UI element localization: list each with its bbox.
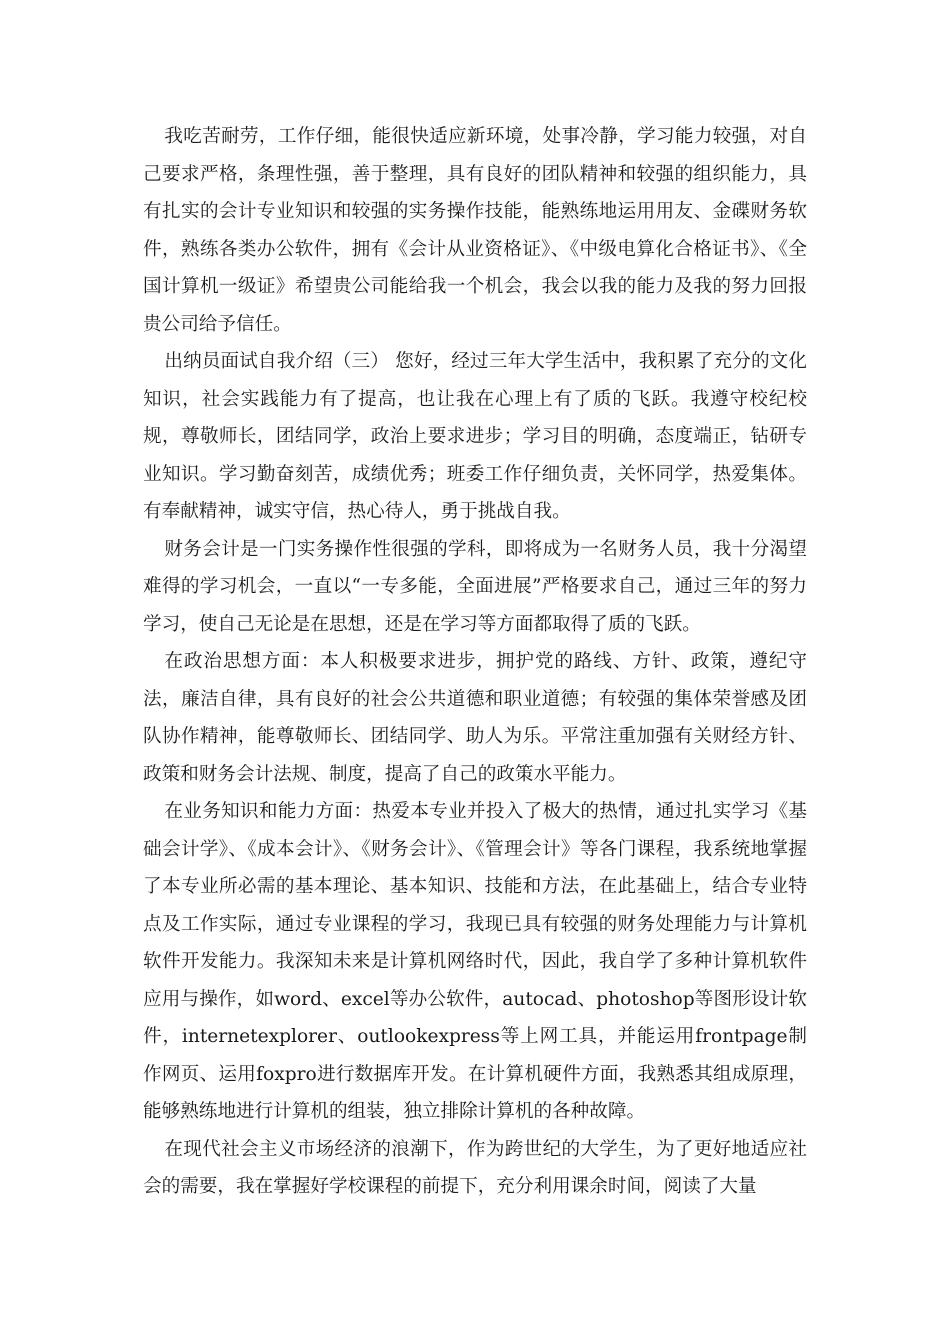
document-body	[143, 118, 807, 1206]
paragraph-5: 在业务知识和能力方面：热爱本专业并投入了极大的热情，通过扎实学习《基础会计学》、《成本会计》、《财务会计》、《管理会计》等各门课程，我系统地掌握了本专业所必需的基本理论、基本知识、技能和方法，在此基础上，结合专业特点及工作实际，通过专业课程的学习，我现已具有较强的财务处理能力与计算机软件开发能力。我深知未来是计算机网络时代，因此，我自学了多种计算机软件应用与操作，如word、excel等办公软件，autocad、photoshop等图形设计软件，internetexplorer、outlookexpress等上网工具，并能运用frontpage制作网页、运用foxpro进行数据库开发。在计算机硬件方面，我熟悉其组成原理，能够熟练地进行计算机的组装，独立排除计算机的各种故障。	[143, 801, 807, 1122]
paragraph-3: 财务会计是一门实务操作性很强的学科，即将成为一名财务人员，我十分渴望难得的学习机会，一直以“一专多能，全面进展”严格要求自己，通过三年的努力学习，使自己无论是在思想，还是在学习等方面都取得了质的飞跃。	[143, 538, 807, 635]
paragraph-2: 出纳员面试自我介绍（三） 您好，经过三年大学生活中，我积累了充分的文化知识，社会实践能力有了提高，也让我在心理上有了质的飞跃。我遵守校纪校规，尊敬师长，团结同学，政治上要求进步；学习目的明确，态度端正，钻研专业知识。学习勤奋刻苦，成绩优秀；班委工作仔细负责，关怀同学，热爱集体。有奉献精神，诚实守信，热心待人，勇于挑战自我。	[143, 351, 807, 522]
paragraph-4: 在政治思想方面：本人积极要求进步，拥护党的路线、方针、政策，遵纪守法，廉洁自律，具有良好的社会公共道德和职业道德；有较强的集体荣誉感及团队协作精神，能尊敬师长、团结同学、助人为乐。平常注重加强有关财经方针、政策和财务会计法规、制度，提高了自己的政策水平能力。	[143, 651, 807, 785]
paragraph-6: 在现代社会主义市场经济的浪潮下，作为跨世纪的大学生，为了更好地适应社会的需要，我在掌握好学校课程的前提下，充分利用课余时间，阅读了大量	[143, 1138, 807, 1197]
paragraph-1: 我吃苦耐劳，工作仔细，能很快适应新环境，处事冷静，学习能力较强，对自己要求严格，条理性强，善于整理，具有良好的团队精神和较强的组织能力，具有扎实的会计专业知识和较强的实务操作技能，能熟练地运用用友、金碟财务软件，熟练各类办公软件，拥有《会计从业资格证》、《中级电算化合格证书》、《全国计算机一级证》希望贵公司能给我一个机会，我会以我的能力及我的努力回报贵公司给予信任。	[143, 126, 807, 335]
